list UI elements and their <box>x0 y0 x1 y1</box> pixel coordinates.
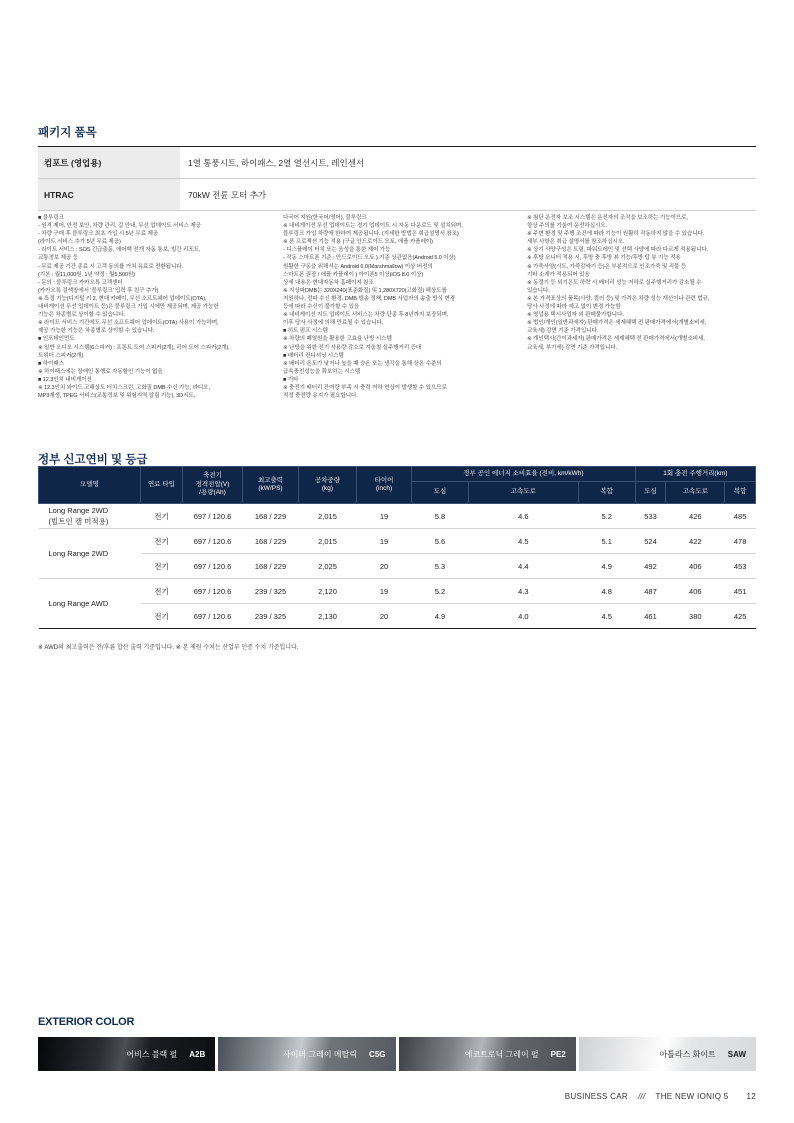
table-cell: 485 <box>725 504 756 529</box>
color-name: 에코트로닉 그레이 펄 <box>464 1049 539 1059</box>
table-cell: 5.2 <box>578 504 635 529</box>
model-name: Long Range 2WD <box>39 529 141 579</box>
table-cell: 2,015 <box>299 529 357 554</box>
note-line: ※ 후방 모니터 적용 시, 후방 충 후방 뷰 기능/후방 탑 뷰 기능 적용 <box>527 255 681 262</box>
table-cell: 422 <box>666 529 725 554</box>
table-cell: 2,025 <box>299 554 357 579</box>
note-line: 있습니다. <box>527 287 550 294</box>
header-tire: 타이어 (inch) <box>357 467 412 504</box>
color-swatch-cyber-gray <box>218 1037 395 1071</box>
note-line: ※ 내비게이션 무선 업데이트는 정기 업데이트 시 자동 다운로드 및 설치되며, <box>283 223 463 230</box>
table-cell: 19 <box>357 579 412 604</box>
header-weight: 공차중량 (kg) <box>299 467 357 504</box>
table-cell: 168 / 229 <box>243 554 299 579</box>
note-line: 블루링크 가입 차량에 한하여 제공됩니다. (지세한 방법은 취급설명서 참조) <box>283 231 459 238</box>
table-cell: 2,130 <box>299 604 357 629</box>
table-cell: 478 <box>725 529 756 554</box>
note-line: ※ 상기 사양구성은 트림, 파워트레인 및 선택 사양에 따라 다르게 적용됩니다. <box>527 247 709 254</box>
note-line: (기본 : 월11,000원, 1년 약정 : 월5,500원) <box>38 271 135 278</box>
table-cell: 697 / 120.6 <box>183 529 243 554</box>
table-cell: 453 <box>725 554 756 579</box>
note-line: 교통정보 제공 등 <box>38 255 79 262</box>
package-name: 컴포트 (영업용) <box>38 147 180 178</box>
table-cell: 380 <box>666 604 725 629</box>
note-line: MP3재생, TPEG 서비스(교통정보 및 위험지역 알림 기능), 3D지도, <box>38 393 196 400</box>
table-cell: 2,120 <box>299 579 357 604</box>
color-swatch-ecotronic-gray <box>399 1037 576 1071</box>
note-line: 항상 주의를 기울여 운전하십시오. <box>527 223 608 230</box>
header-combined: 복합 <box>578 482 635 504</box>
package-desc: 1열 통풍시트, 하이패스, 2열 열선시트, 레인센서 <box>188 157 365 168</box>
note-line: ※ 주변 환경 및 주행 조건에 따라 기능이 원활히 작동하지 않을 수 있습니다. <box>527 231 705 238</box>
note-line: 기타 소재가 적용되어 있음 <box>527 271 590 278</box>
table-cell: 426 <box>666 504 725 529</box>
table-cell: 20 <box>357 604 412 629</box>
table-cell: 406 <box>666 579 725 604</box>
color-swatch-atlas-white <box>579 1037 756 1071</box>
table-cell: 533 <box>635 504 666 529</box>
note-line: 교육세) 감면 기준 가격입니다. <box>527 328 599 335</box>
table-row <box>39 529 756 554</box>
efficiency-footnote: ※ AWD의 최고출력은 전/후륜 합산 출력 기준입니다. ※ 본 제원 수치는 산업부 인증 수치 기준입니다. <box>38 645 299 651</box>
note-line: 교육세, 부가세) 감면 기준 가격입니다. <box>527 344 618 351</box>
note-line: ※ 12.3인치 와이드 고해상도 터치스크린, 고화질 DMB 수신 가능, 라디오, <box>38 384 210 391</box>
table-cell: 전기 <box>141 529 183 554</box>
note-line: ■ 히트 펌프 시스템 <box>283 328 328 335</box>
table-cell: 239 / 325 <box>243 579 299 604</box>
table-cell: 2,015 <box>299 504 357 529</box>
table-cell: 5.6 <box>412 529 469 554</box>
color-name: 아틀라스 화이트 <box>659 1049 716 1059</box>
note-line: ■ 기타 <box>283 376 299 383</box>
note-line: ※ 하이패스에는 장애인 통행료 자동할인 기능이 없음 <box>38 368 163 375</box>
note-line: (카카오톡 검색창에서 '블루링크' 입력 후 친구 추가) <box>38 287 159 294</box>
notes-column-2 <box>283 214 463 400</box>
table-cell: 4.3 <box>468 579 578 604</box>
note-line: ※ 특정 기능(디지털 키 2, 현대 카페이, 무선 소프트웨어 업데이트(OTA), <box>38 295 207 302</box>
note-line: - 원격 제어, 안전 보안, 차량 관리, 길 안내, 무선 업데이트 서비스 제공 <box>38 223 201 230</box>
table-cell: 4.9 <box>412 604 469 629</box>
note-line: ※ 차량의 폐열원을 활용한 고효율 난방 시스템 <box>283 336 392 343</box>
note-line: ※ 동절기 등 외기온도 하락 시 배터리 성능 저하로 실주행거리가 감소될 수 <box>527 279 702 286</box>
color-code: C5G <box>369 1049 386 1059</box>
model-name: Long Range AWD <box>39 579 141 629</box>
note-line: ■ 12.3인치 내비게이션 <box>38 376 92 383</box>
table-cell: 전기 <box>141 554 183 579</box>
header-highway: 고속도로 <box>468 482 578 504</box>
note-line: ※ 개인택시(간이과세자) 판매가격은 세제혜택 전 판매가격에서(개별소비세, <box>527 336 705 343</box>
table-cell: 4.0 <box>468 604 578 629</box>
note-line: ■ 블루링크 <box>38 215 64 221</box>
note-line: 이후 당사 사정에 의해 만료될 수 있습니다. <box>283 320 384 327</box>
note-line: 원활한 구동을 위해서는 Android 6.0(Marshmallow) 이상 버전의 <box>283 263 433 270</box>
table-cell: 239 / 325 <box>243 604 299 629</box>
table-cell: 5.2 <box>412 579 469 604</box>
color-code: A2B <box>189 1049 206 1059</box>
package-desc: 70kW 전륜 모터 추가 <box>188 189 267 200</box>
header-combined: 복합 <box>725 482 756 504</box>
notes-column-1 <box>38 214 230 400</box>
page-footer <box>565 1092 756 1101</box>
header-power: 최고출력 (kW/PS) <box>243 467 299 504</box>
efficiency-table-body <box>39 504 756 629</box>
table-cell: 425 <box>725 604 756 629</box>
table-cell: 20 <box>357 554 412 579</box>
table-cell: 전기 <box>141 579 183 604</box>
note-line: 스마트폰 권장 / 애플 카플레이 ) 아이폰5 이상(iOS 8.0 이상) <box>283 271 424 278</box>
header-model: 모델명 <box>39 467 141 504</box>
note-line: ※ 가죽사양(시트, 가죽감싸기 등)은 부분적으로 인조가죽 및 직물 등 <box>527 263 687 270</box>
table-cell: 전기 <box>141 504 183 529</box>
table-cell: 524 <box>635 529 666 554</box>
table-cell: 5.8 <box>412 504 469 529</box>
table-cell: 4.5 <box>468 529 578 554</box>
exterior-title: EXTERIOR COLOR <box>38 1016 135 1028</box>
note-line: ■ 인포테인먼트 <box>38 336 75 343</box>
header-highway: 고속도로 <box>666 482 725 504</box>
package-table <box>38 146 756 211</box>
color-code: PE2 <box>550 1049 566 1059</box>
note-line: ※ 라이트 서비스 기간에도 무선 소프트웨어 업데이트(OTA) 사용이 가능하며, <box>38 320 219 327</box>
table-cell: 4.5 <box>578 604 635 629</box>
note-line: 등에 따라 수신이 불가할 수 있음 <box>283 304 360 311</box>
note-line: - 라이트 서비스 : SOS 긴급출동, 에어백 전개 자동 통보, 빌간 리포트, <box>38 247 201 254</box>
color-code: SAW <box>727 1049 746 1059</box>
note-line: - 작동 스마트폰 기준 : 안드로이드 오토 ) 기준 상관없음(Android 5.0 이상) <box>283 255 456 262</box>
table-cell: 451 <box>725 579 756 604</box>
note-line: 당사 사정에 따라 예고 없이 변경 가능함 <box>527 304 621 311</box>
header-range-group: 1회 충전 주행거리(km) <box>635 467 755 482</box>
package-row <box>38 179 756 211</box>
note-line: - 차량 구매 후 블루링크 최초 가입 시 5년 무료 제공 <box>38 231 159 238</box>
table-cell: 19 <box>357 504 412 529</box>
efficiency-title: 정부 신고연비 및 등급 <box>38 454 148 466</box>
notes-column-3 <box>527 214 709 352</box>
table-cell: 4.4 <box>468 554 578 579</box>
table-cell: 전기 <box>141 604 183 629</box>
note-line: ■ 배터리 컨디셔닝 시스템 <box>283 352 344 359</box>
footer-model: THE NEW IONIQ 5 <box>655 1092 729 1101</box>
note-line: 세부 사항은 취급 설명서를 참조하십시오. <box>527 239 625 246</box>
note-line: 다국어 지원(한국어/영어), 블루링크 <box>283 215 367 221</box>
note-line: ※ 충전기 배터리 잔여량 부족 시 충력 저하 현상이 발생할 수 있으므로 <box>283 384 447 391</box>
table-cell: 19 <box>357 529 412 554</box>
note-line: - 문의 : 블루링크 카카오톡 고객센터 <box>38 279 123 286</box>
table-cell: 168 / 229 <box>243 529 299 554</box>
note-line: ※ 난방을 위한 전기 사용량 감소로 겨울철 실주행거리 증대 <box>283 344 422 351</box>
page-number: 12 <box>746 1092 756 1101</box>
table-cell: 406 <box>666 554 725 579</box>
note-line: 기능은 차종별로 상이할 수 있습니다. <box>38 312 125 319</box>
color-name: 사이버 그레이 메탈릭 <box>283 1049 358 1059</box>
note-line: ※ 첨단 운전자 보조 시스템은 운전자의 조작을 보조하는 기능이므로, <box>527 215 688 221</box>
model-name: Long Range 2WD (빌트인 캠 미적용) <box>39 504 141 529</box>
table-cell: 697 / 120.6 <box>183 579 243 604</box>
table-cell: 697 / 120.6 <box>183 504 243 529</box>
note-line: ■ 하이패스 <box>38 360 64 367</box>
table-row <box>39 579 756 604</box>
note-line: ※ 내비게이션 지도 업데이트 서비스는 차량 단종 후 8년까지 보장되며, <box>283 312 449 319</box>
table-cell: 168 / 229 <box>243 504 299 529</box>
header-battery: 축전기 정격전압(V) /용량(Ah) <box>183 467 243 504</box>
table-cell: 461 <box>635 604 666 629</box>
footer-label: BUSINESS CAR <box>564 1092 628 1101</box>
efficiency-table <box>38 466 756 629</box>
header-city: 도심 <box>635 482 666 504</box>
note-line: 상세 내용은 현대자동차 홈페이지 참조 <box>283 279 374 286</box>
note-line: 적정 충전량 유지가 필요합니다. <box>283 393 358 400</box>
note-line: ※ 지상파DMB는 320X240(표준화질) 및 1,280X720(고화질) 해상도를 <box>283 287 447 294</box>
note-line: ※ 폰 프로젝션 기능 적용 (구글 안드로이드 오토, 애플 카플레이) <box>283 239 433 246</box>
table-row <box>39 504 756 529</box>
table-row <box>39 604 756 629</box>
table-cell: 492 <box>635 554 666 579</box>
table-cell: 487 <box>635 579 666 604</box>
header-city: 도심 <box>412 482 469 504</box>
table-cell: 4.9 <box>578 554 635 579</box>
note-line: - 무료 제공 기간 종료 시 고객 동의를 거쳐 유료로 전환됩니다. <box>38 263 184 270</box>
package-name: HTRAC <box>38 179 180 210</box>
note-line: ※ 배터리 온도가 낮거나 높을 때 승온 또는 냉각을 통해 상온 수준의 <box>283 360 442 367</box>
table-cell: 4.6 <box>468 504 578 529</box>
note-line: (라이트 서비스 추가 5년 무료 제공) <box>38 239 121 246</box>
note-line: 급속충전성능을 확보하는 시스템 <box>283 368 361 375</box>
note-line: ※ 영업용 택시사업자 외 판매불가합니다. <box>527 312 624 319</box>
table-row <box>39 554 756 579</box>
note-line: 내비게이션 무선 업데이트 등)은 블루링크 가입 시에만 제공되며, 제공 가능한 <box>38 304 219 311</box>
footer-separator: /// <box>637 1092 646 1101</box>
package-title: 패키지 품목 <box>38 127 97 139</box>
note-line: - 디스플레이 터치 또는 음성을 통한 제어 가능 <box>283 247 391 254</box>
note-line: 제공 가능한 기능은 차종별로 상이할 수 있습니다. <box>38 328 155 335</box>
note-line: ※ 법인/개인(일반과세자) 판매가격은 세제혜택 전 판매가격에서(개별소비세, <box>527 320 707 327</box>
exterior-color-swatches <box>38 1037 756 1071</box>
note-line: ※ 일반 오디오 시스템(6스피커) : 프론트 도어 스피커(2개), 리어 도어 스피커(2개), <box>38 344 230 351</box>
header-efficiency-group: 정부 공인 에너지 소비효율 (전비, km/kWh) <box>412 467 636 482</box>
table-cell: 697 / 120.6 <box>183 554 243 579</box>
note-line: ※ 본 가격표상의 품목(사양, 컬러 등) 및 가격은 차량 성능 개선이나 관련 법규, <box>527 295 710 302</box>
table-cell: 5.1 <box>578 529 635 554</box>
table-cell: 5.3 <box>412 554 469 579</box>
note-line: 트위터 스피커(2개) <box>38 352 84 359</box>
color-swatch-abyss-black <box>38 1037 215 1071</box>
note-line: 지원하나, 전파 수신 환경, DMB 방송 정책, DMB 사업자의 송출 방식 변경 <box>283 295 455 302</box>
table-cell: 697 / 120.6 <box>183 604 243 629</box>
header-fuel: 연료 타입 <box>141 467 183 504</box>
package-row <box>38 147 756 179</box>
table-cell: 4.8 <box>578 579 635 604</box>
color-name: 어비스 블랙 펄 <box>126 1049 178 1059</box>
